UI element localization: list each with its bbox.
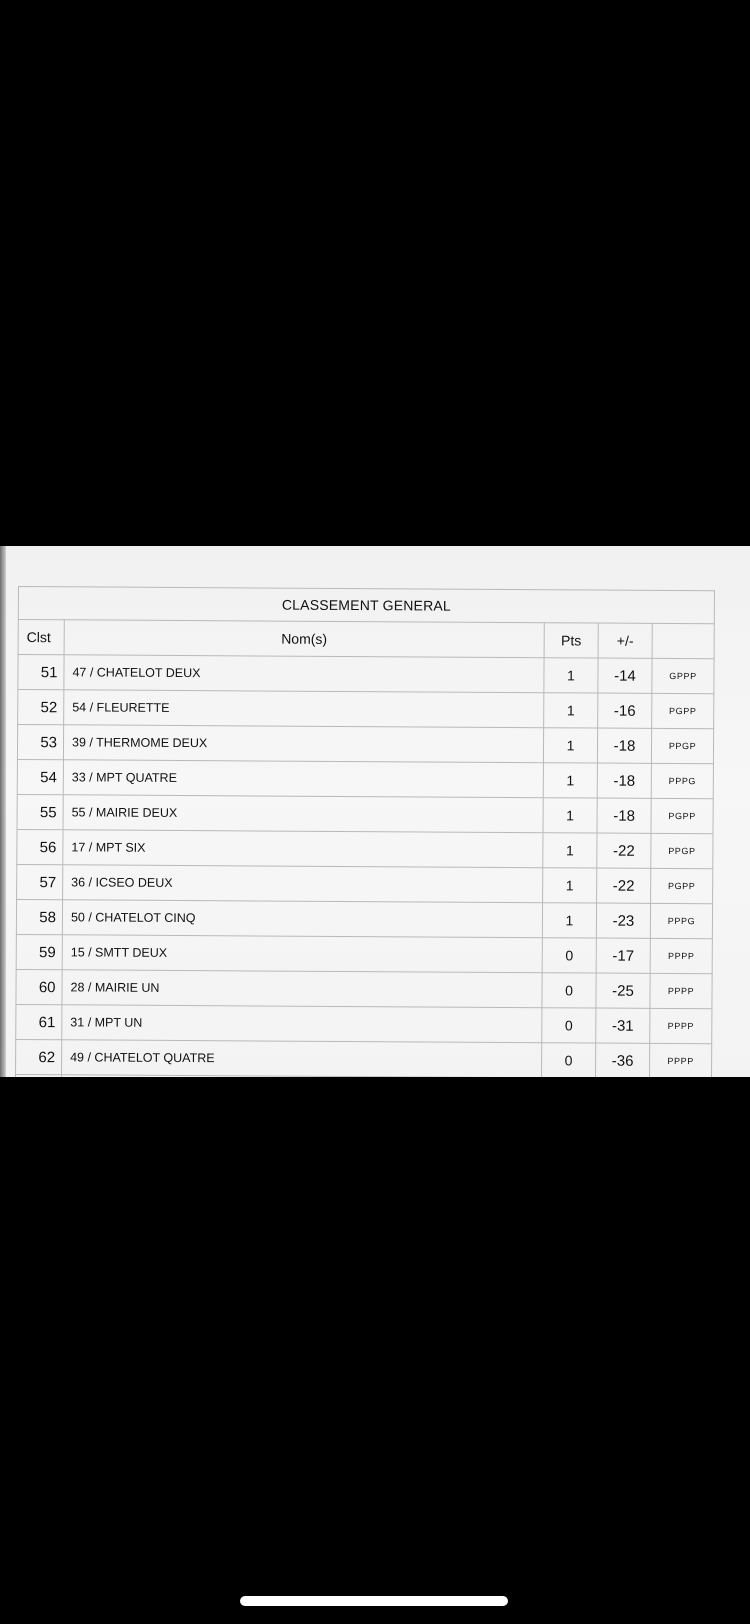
row-diff: -17 <box>596 938 650 973</box>
row-results: PGPP <box>651 798 713 833</box>
row-points: 1 <box>544 693 598 728</box>
row-diff: -14 <box>598 658 652 693</box>
row-team-name: 49 / CHATELOT QUATRE <box>62 1040 542 1077</box>
cut-cell <box>15 1074 61 1077</box>
row-team-name: 54 / FLEURETTE <box>64 690 544 728</box>
table-row <box>16 1004 712 1043</box>
row-diff: -22 <box>597 833 651 868</box>
ranking-table <box>15 586 715 1077</box>
row-rank: 59 <box>16 934 62 969</box>
row-results: PPPP <box>650 1043 712 1077</box>
row-points: 1 <box>543 798 597 833</box>
row-results: PPPP <box>650 973 712 1008</box>
row-points: 1 <box>542 903 596 938</box>
row-rank: 61 <box>16 1004 62 1039</box>
row-points: 1 <box>543 833 597 868</box>
row-diff: -18 <box>597 798 651 833</box>
header-name: Nom(s) <box>64 620 544 658</box>
row-diff: -25 <box>596 973 650 1008</box>
table-row <box>16 969 712 1008</box>
row-diff: -18 <box>597 763 651 798</box>
table-row <box>17 829 713 868</box>
row-diff: -36 <box>596 1043 650 1077</box>
table-header-row <box>18 620 714 659</box>
row-points: 1 <box>543 728 597 763</box>
row-results: PPGP <box>651 728 713 763</box>
row-team-name: 15 / SMTT DEUX <box>62 935 542 973</box>
photo-of-results-sheet <box>0 546 750 1077</box>
table-row <box>18 655 714 694</box>
table-row <box>16 1039 712 1077</box>
header-rank: Clst <box>18 620 64 655</box>
row-rank: 53 <box>17 725 63 760</box>
table-title-row <box>18 587 714 624</box>
row-diff: -18 <box>597 728 651 763</box>
row-rank: 54 <box>17 759 63 794</box>
header-diff: +/- <box>598 623 652 658</box>
row-results: GPPP <box>652 658 714 693</box>
row-results: PPGP <box>651 833 713 868</box>
row-team-name: 31 / MPT UN <box>62 1005 542 1043</box>
row-team-name: 33 / MPT QUATRE <box>63 760 543 798</box>
row-team-name: 28 / MAIRIE UN <box>62 970 542 1008</box>
row-rank: 57 <box>17 864 63 899</box>
row-rank: 51 <box>18 655 64 690</box>
row-points: 1 <box>543 868 597 903</box>
home-indicator[interactable] <box>240 1596 508 1606</box>
row-rank: 56 <box>17 829 63 864</box>
row-points: 0 <box>542 1043 596 1077</box>
table-row <box>17 794 713 833</box>
row-results: PPPP <box>650 938 712 973</box>
row-team-name: 47 / CHATELOT DEUX <box>64 655 544 693</box>
table-title: CLASSEMENT GENERAL <box>18 587 714 624</box>
table-row <box>17 725 713 764</box>
row-team-name: 55 / MAIRIE DEUX <box>63 795 543 833</box>
row-rank: 62 <box>16 1039 62 1074</box>
row-rank: 58 <box>16 899 62 934</box>
table-row <box>18 690 714 729</box>
row-results: PGPP <box>652 693 714 728</box>
row-points: 1 <box>544 658 598 693</box>
row-rank: 55 <box>17 794 63 829</box>
row-points: 0 <box>542 973 596 1008</box>
row-rank: 60 <box>16 969 62 1004</box>
row-diff: -22 <box>597 868 651 903</box>
table-row <box>16 934 712 973</box>
row-results: PGPP <box>651 868 713 903</box>
row-team-name: 39 / THERMOME DEUX <box>63 725 543 763</box>
row-points: 0 <box>542 1008 596 1043</box>
header-results <box>652 623 714 658</box>
table-row <box>17 759 713 798</box>
header-points: Pts <box>544 623 598 658</box>
row-team-name: 17 / MPT SIX <box>63 830 543 868</box>
table-row <box>16 899 712 938</box>
row-diff: -31 <box>596 1008 650 1043</box>
row-rank: 52 <box>18 690 64 725</box>
row-results: PPPG <box>651 763 713 798</box>
row-diff: -16 <box>598 693 652 728</box>
row-points: 0 <box>542 938 596 973</box>
table-row <box>17 864 713 903</box>
row-team-name: 36 / ICSEO DEUX <box>63 865 543 903</box>
row-diff: -23 <box>596 903 650 938</box>
results-sheet <box>15 586 714 1077</box>
row-points: 1 <box>543 763 597 798</box>
row-results: PPPP <box>650 1008 712 1043</box>
row-team-name: 50 / CHATELOT CINQ <box>62 900 542 938</box>
row-results: PPPG <box>650 903 712 938</box>
